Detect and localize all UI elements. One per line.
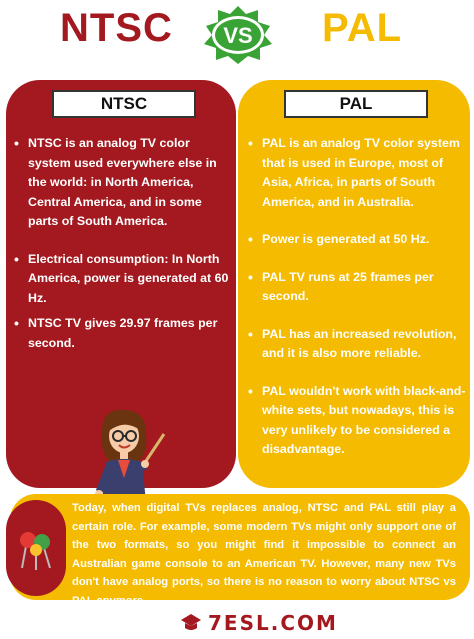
esl-logo-icon (180, 612, 202, 634)
pushpins-icon (14, 524, 58, 572)
ntsc-point: • Electrical consumption: In North America, power is generated at 60 Hz. (14, 250, 232, 309)
pal-points-list (248, 134, 466, 460)
pal-title: PAL (322, 6, 403, 50)
pal-point: • PAL wouldn't work with black-and-white sets, but nowadays, this is very unlikely to be considered a disadvantage. (248, 382, 466, 460)
ntsc-title: NTSC (60, 6, 173, 50)
esl-logo (180, 611, 338, 635)
ntsc-point: • NTSC is an analog TV color system used everywhere else in the world: in North America, Central America, and in some parts of South America. (14, 134, 232, 232)
pal-panel-label: PAL (284, 90, 428, 118)
esl-logo-text: 7ESL.COM (208, 611, 338, 635)
vs-badge-icon (198, 4, 278, 66)
ntsc-panel-label: NTSC (52, 90, 196, 118)
summary-text: Today, when digital TVs replaces analog, NTSC and PAL still play a certain role. For example, some modern TVs might only support one of the two formats, so you might find it impossible to connect an Australian game console to an American TV. However, many new TVs don't have analog ports, so there is no reason to worry about NTSC vs PAL anymore. (72, 502, 456, 607)
pal-point: • PAL is an analog TV color system that is used in Europe, most of Asia, Africa, in parts of South America, and in Australia. (248, 134, 466, 212)
vs-label: VS (223, 23, 253, 48)
ntsc-points-list (14, 134, 232, 353)
pal-point: • PAL has an increased revolution, and it is also more reliable. (248, 325, 466, 364)
ntsc-panel (6, 80, 236, 488)
pal-point: • PAL TV runs at 25 frames per second. (248, 268, 466, 307)
ntsc-point: • NTSC TV gives 29.97 frames per second. (14, 314, 232, 353)
pal-point: • Power is generated at 50 Hz. (248, 230, 466, 250)
pal-panel (238, 80, 470, 488)
